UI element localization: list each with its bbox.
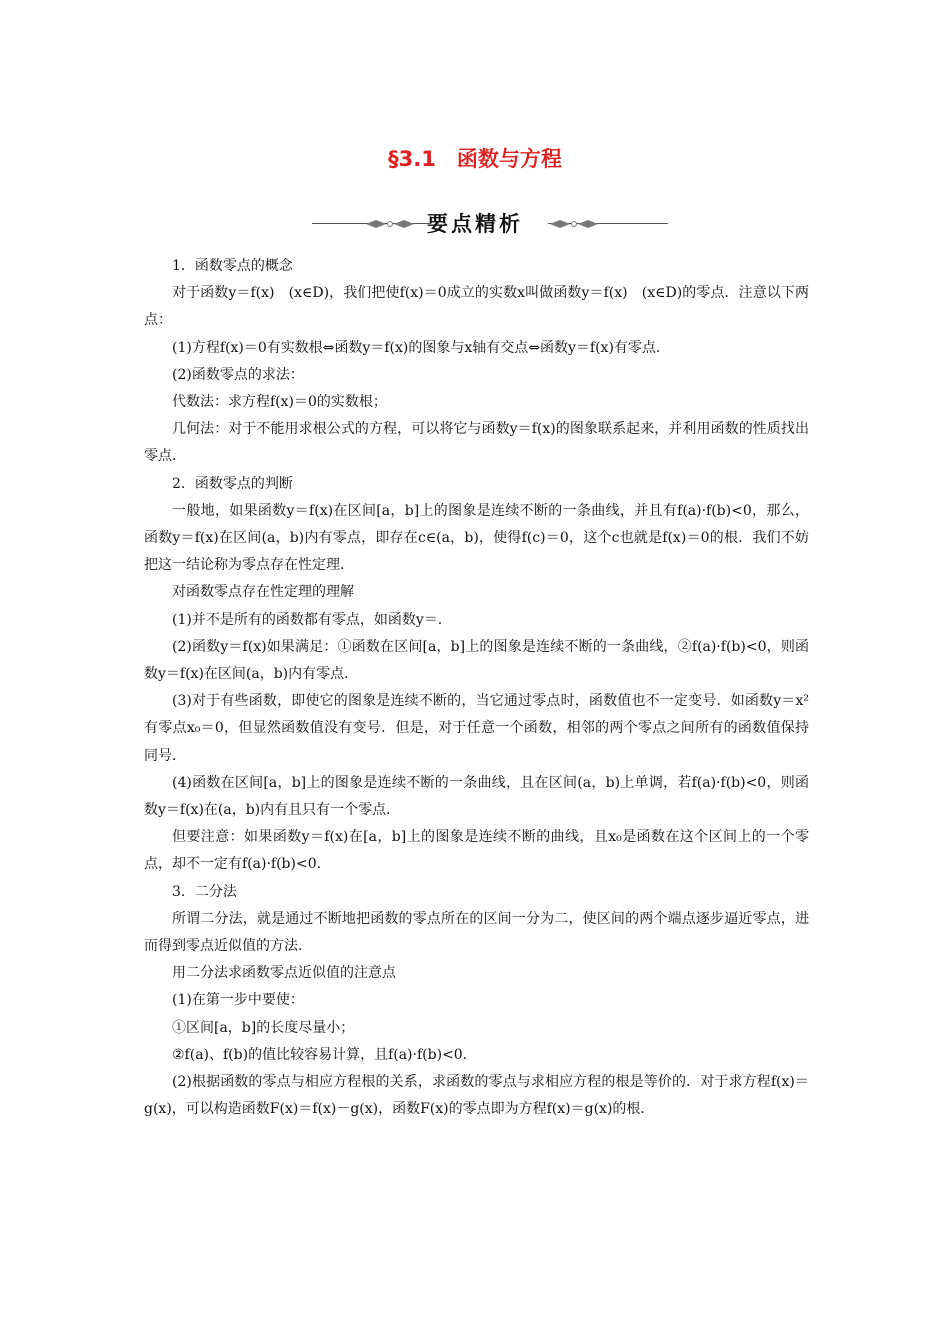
paragraph: 代数法：求方程f(x)＝0的实数根； bbox=[172, 394, 387, 411]
paragraph: (3)对于有些函数，即使它的图象是连续不断的，当它通过零点时，函数值也不一定变号．如函数y＝x²有零点x₀＝0，但显然函数值没有变号．但是，对于任意一个函数，相邻的两个零点之间所有的函数值保持同号． bbox=[144, 693, 809, 764]
heading-3: 3．二分法 bbox=[172, 883, 237, 900]
paragraph: (1)并不是所有的函数都有零点，如函数y＝. bbox=[172, 611, 443, 628]
page-title: §3.1 函数与方程 bbox=[388, 147, 562, 171]
paragraph: ②f(a)、f(b)的值比较容易计算，且f(a)·f(b)<0. bbox=[172, 1046, 468, 1063]
paragraph: 所谓二分法，就是通过不断地把函数的零点所在的区间一分为二，使区间的两个端点逐步逼近零点，进而得到零点近似值的方法． bbox=[144, 910, 809, 955]
paragraph: 一般地，如果函数y＝f(x)在区间[a，b]上的图象是连续不断的一条曲线，并且有f(a)·f(b)<0，那么，函数y＝f(x)在区间(a，b)内有零点，即存在c∈(a，b)，使得f(c)＝0，这个c也就是f(x)＝0的根．我们不妨把这一结论称为零点存在性定理． bbox=[144, 502, 809, 574]
document-body bbox=[144, 253, 809, 1124]
paragraph: (2)根据函数的零点与相应方程根的关系，求函数的零点与求相应方程的根是等价的．对于求方程f(x)＝g(x)，可以构造函数F(x)＝f(x)－g(x)，函数F(x)的零点即为方程f(x)＝g(x)的根． bbox=[144, 1074, 809, 1118]
paragraph: (1)方程f(x)＝0有实数根⇔函数y＝f(x)的图象与x轴有交点⇔函数y＝f(x)有零点． bbox=[172, 339, 670, 356]
paragraph: 用二分法求函数零点近似值的注意点 bbox=[172, 965, 396, 982]
heading-2: 2．函数零点的判断 bbox=[172, 475, 293, 492]
paragraph: 对函数零点存在性定理的理解 bbox=[172, 584, 354, 601]
paragraph: (4)函数在区间[a，b]上的图象是连续不断的一条曲线，且在区间(a，b)上单调，若f(a)·f(b)<0，则函数y＝f(x)在(a，b)内有且只有一个零点． bbox=[144, 774, 809, 819]
paragraph: ①区间[a，b]的长度尽量小； bbox=[172, 1019, 355, 1036]
paragraph: 对于函数y＝f(x) (x∈D)，我们把使f(x)＝0成立的实数x叫做函数y＝f(x) (x∈D)的零点．注意以下两点： bbox=[144, 285, 809, 329]
paragraph: (1)在第一步中要使： bbox=[172, 992, 304, 1009]
paragraph: (2)函数y＝f(x)如果满足：①函数在区间[a，b]上的图象是连续不断的一条曲线，②f(a)·f(b)<0，则函数y＝f(x)在区间(a，b)内有零点． bbox=[144, 638, 809, 683]
paragraph: 但要注意：如果函数y＝f(x)在[a，b]上的图象是连续不断的曲线，且x₀是函数在这个区间上的一个零点，却不一定有f(a)·f(b)<0. bbox=[144, 829, 809, 873]
section-banner bbox=[0, 208, 950, 240]
paragraph: 几何法：对于不能用求根公式的方程，可以将它与函数y＝f(x)的图象联系起来，并利用函数的性质找出零点． bbox=[144, 421, 809, 465]
paragraph: (2)函数零点的求法： bbox=[172, 366, 304, 383]
banner-title: 要点精析 bbox=[427, 212, 523, 236]
heading-1: 1．函数零点的概念 bbox=[172, 258, 293, 274]
